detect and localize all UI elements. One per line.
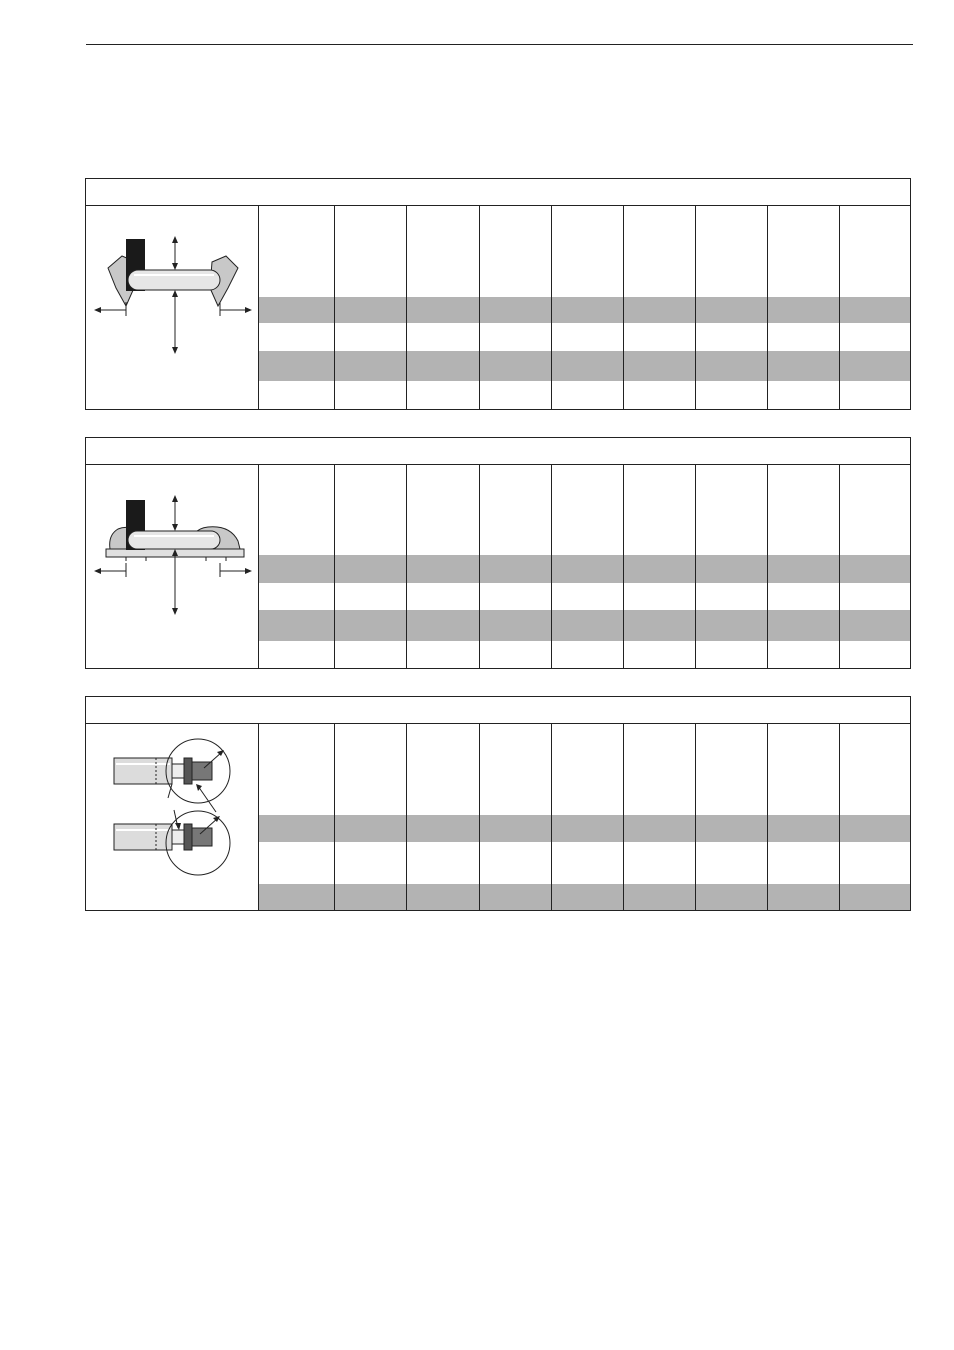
spec-table-3-figure xyxy=(86,724,259,910)
column-divider xyxy=(839,206,840,409)
spec-table-1-header xyxy=(86,179,910,206)
table-row xyxy=(259,884,910,910)
tube-weld-diagram-icon xyxy=(86,206,258,409)
spec-table-2-header xyxy=(86,438,910,465)
column-divider xyxy=(406,465,407,668)
column-divider xyxy=(767,724,768,910)
spec-table-3-header xyxy=(86,697,910,724)
spec-table-1-figure xyxy=(86,206,259,409)
column-divider xyxy=(551,206,552,409)
spec-table-2-body xyxy=(86,465,910,668)
column-divider xyxy=(479,724,480,910)
column-divider xyxy=(334,724,335,910)
table-row xyxy=(259,297,910,323)
column-divider xyxy=(551,465,552,668)
column-divider xyxy=(839,724,840,910)
column-divider xyxy=(695,724,696,910)
spec-table-1-body xyxy=(86,206,910,409)
spec-table-2 xyxy=(85,437,911,669)
header-rule xyxy=(86,44,913,45)
spec-table-3 xyxy=(85,696,911,911)
column-divider xyxy=(551,724,552,910)
tube-weld-diagram-icon xyxy=(86,465,258,668)
spec-table-3-body xyxy=(86,724,910,910)
column-divider xyxy=(479,465,480,668)
table-row xyxy=(259,555,910,583)
column-divider xyxy=(767,206,768,409)
column-divider xyxy=(695,465,696,668)
column-divider xyxy=(406,206,407,409)
column-divider xyxy=(623,206,624,409)
spec-table-2-grid xyxy=(259,465,910,668)
spec-table-1-grid xyxy=(259,206,910,409)
column-divider xyxy=(406,724,407,910)
pipe-fitting-diagram-icon xyxy=(86,724,258,910)
spec-table-3-grid xyxy=(259,724,910,910)
table-row xyxy=(259,610,910,641)
table-row xyxy=(259,815,910,842)
column-divider xyxy=(839,465,840,668)
spec-table-1 xyxy=(85,178,911,410)
column-divider xyxy=(623,465,624,668)
column-divider xyxy=(334,206,335,409)
spec-table-2-figure xyxy=(86,465,259,668)
column-divider xyxy=(334,465,335,668)
column-divider xyxy=(479,206,480,409)
column-divider xyxy=(767,465,768,668)
table-row xyxy=(259,351,910,381)
column-divider xyxy=(695,206,696,409)
column-divider xyxy=(623,724,624,910)
